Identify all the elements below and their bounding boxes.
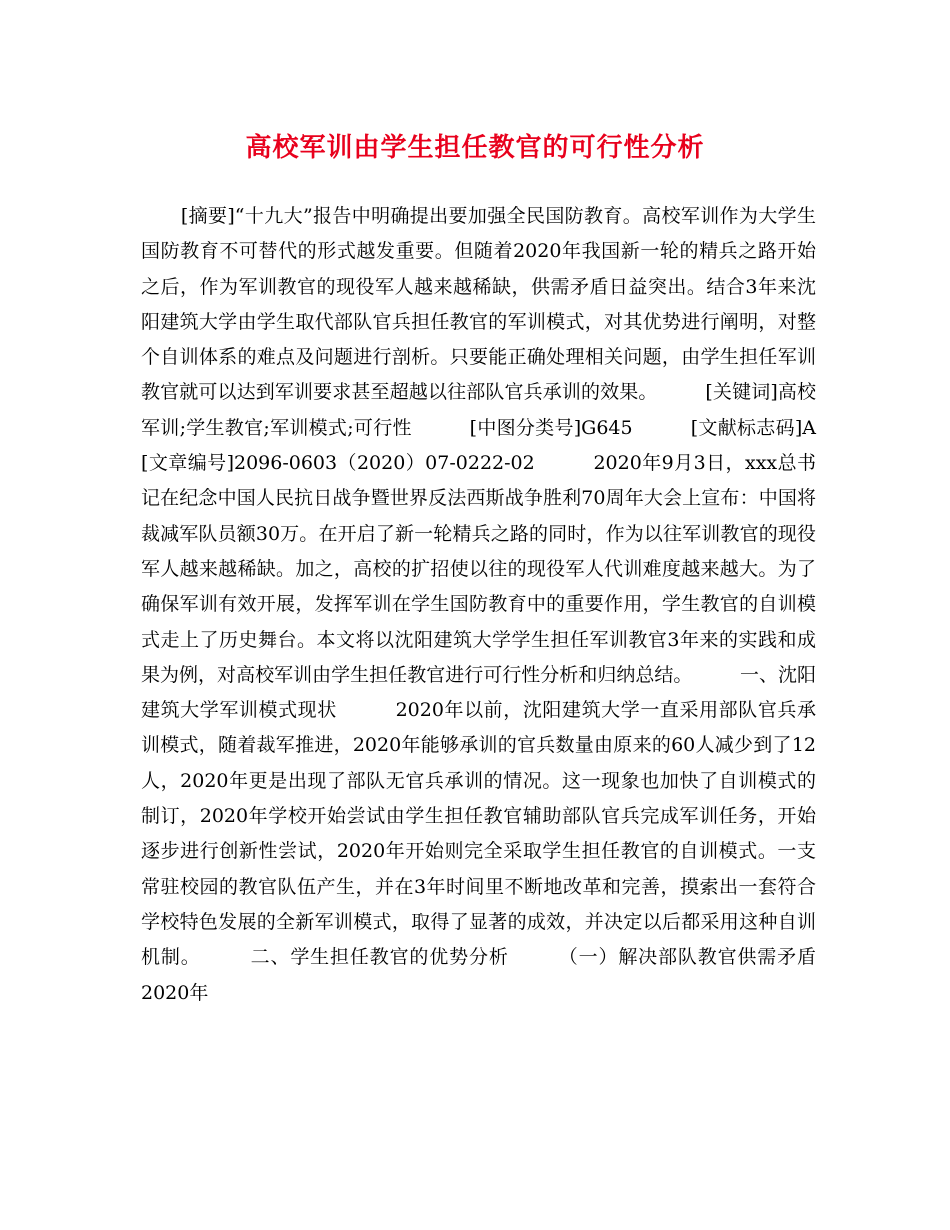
document-body: [摘要]“十九大”报告中明确提出要加强全民国防教育。高校军训作为大学生国防教育不可替代的形式越发重要。但随着2020年我国新一轮的精兵之路开始之后，作为军训教官的现役军人越来越稀缺，供需矛盾日益突出。结合3年来沈阳建筑大学由学生取代部队官兵担任教官的军训模式，对其优势进行阐明，对整个自训体系的难点及问题进行剖析。只要能正确处理相关问题，由学生担任军训教官就可以达到军训要求甚至超越以往部队官兵承训的效果。 [关键词]高校军训;学生教官;军训模式;可行性 [中图分类号]G645 [文献标志码]A [文章编号]2096-0603（2020）07-0222-02 2020年9月3日，xxx总书记在纪念中国人民抗日战争暨世界反法西斯战争胜利70周年大会上宣布：中国将裁减军队员额30万。在开启了新一轮精兵之路的同时，作为以往军训教官的现役军人越来越稀缺。加之，高校的扩招使以往的现役军人代训难度越来越大。为了确保军训有效开展，发挥军训在学生国防教育中的重要作用，学生教官的自训模式走上了历史舞台。本文将以沈阳建筑大学学生担任军训教官3年来的实践和成果为例，对高校军训由学生担任教官进行可行性分析和归纳总结。 一、沈阳建筑大学军训模式现状 2020年以前，沈阳建筑大学一直采用部队官兵承训模式，随着裁军推进，2020年能够承训的官兵数量由原来的60人减少到了12人，2020年更是出现了部队无官兵承训的情况。这一现象也加快了自训模式的制订，2020年学校开始尝试由学生担任教官辅助部队官兵完成军训任务，开始逐步进行创新性尝试，2020年开始则完全采取学生担任教官的自训模式。一支常驻校园的教官队伍产生，并在3年时间里不断地改革和完善，摸索出一套符合学校特色发展的全新军训模式，取得了显著的成效，并决定以后都采用这种自训机制。 二、学生担任教官的优势分析 （一）解决部队教官供需矛盾 2020年	[141, 205, 874, 1004]
document-title: 高校军训由学生担任教官的可行性分析	[245, 133, 705, 163]
